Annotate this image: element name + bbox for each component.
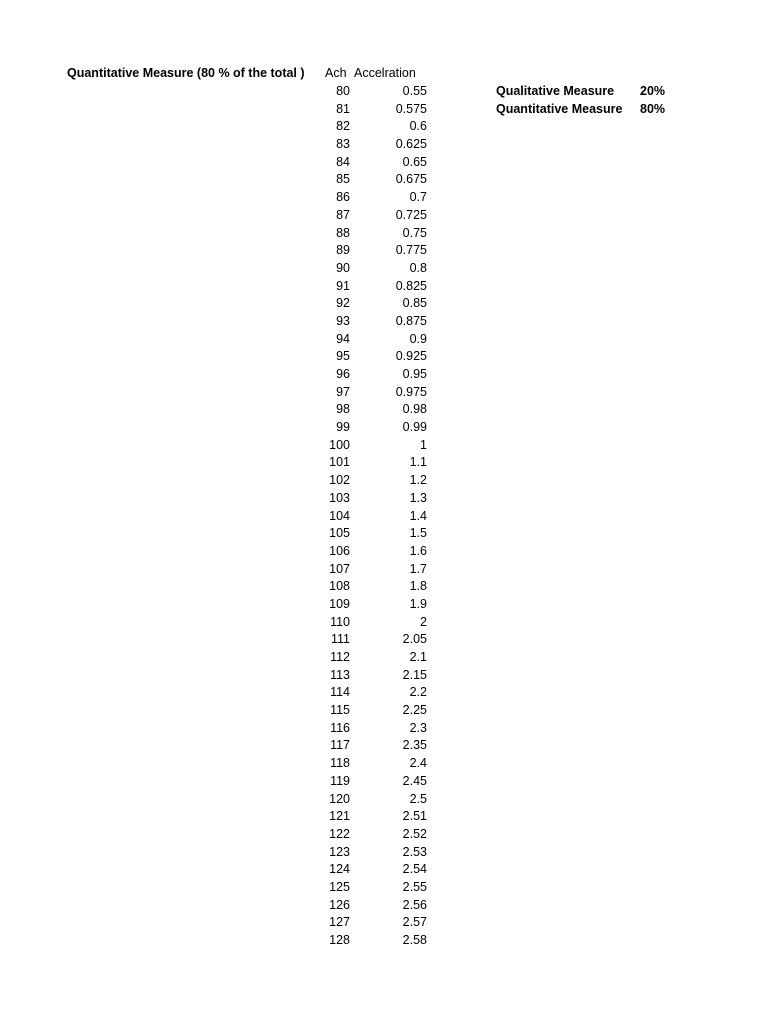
column-header-ach: Ach <box>325 66 347 80</box>
acceleration-cell: 2 <box>420 614 427 629</box>
acceleration-cell: 2.05 <box>402 632 427 647</box>
ach-cell: 125 <box>329 879 350 894</box>
ach-cell: 122 <box>329 826 350 841</box>
acceleration-cell: 0.95 <box>402 367 427 381</box>
acceleration-cell: 2.4 <box>409 756 427 771</box>
ach-cell: 113 <box>330 667 350 682</box>
table-row <box>300 561 440 579</box>
ach-cell: 112 <box>330 650 350 664</box>
acceleration-cell: 0.75 <box>402 225 427 240</box>
table-row <box>300 596 440 614</box>
ach-cell: 89 <box>336 243 350 258</box>
table-row <box>300 861 440 879</box>
ach-cell: 123 <box>329 844 350 859</box>
acceleration-cell: 0.625 <box>395 137 427 152</box>
table-row <box>300 737 440 755</box>
table-row <box>300 826 440 844</box>
ach-cell: 102 <box>329 473 350 488</box>
ach-cell: 101 <box>329 455 350 470</box>
ach-cell: 83 <box>336 137 350 152</box>
acceleration-cell: 0.575 <box>395 101 427 116</box>
acceleration-cell: 2.56 <box>402 897 427 912</box>
ach-cell: 98 <box>336 402 350 417</box>
weight-value: 20% <box>640 84 666 98</box>
acceleration-cell: 0.675 <box>395 172 427 187</box>
ach-cell: 121 <box>329 809 350 824</box>
table-row <box>300 543 440 561</box>
table-row <box>300 614 440 632</box>
table-row <box>300 331 440 349</box>
weight-label: Quantitative Measure <box>496 101 623 116</box>
table-row <box>300 207 440 225</box>
acceleration-cell: 0.775 <box>395 243 427 258</box>
table-row <box>300 454 440 472</box>
table-row <box>300 667 440 685</box>
ach-cell: 117 <box>330 738 350 753</box>
acceleration-cell: 0.925 <box>395 349 427 364</box>
ach-cell: 96 <box>336 367 350 381</box>
acceleration-cell: 1.8 <box>409 579 427 594</box>
table-row <box>300 437 440 455</box>
acceleration-cell: 0.65 <box>402 154 427 169</box>
acceleration-cell: 1.7 <box>409 561 427 576</box>
ach-cell: 92 <box>336 296 350 311</box>
ach-cell: 115 <box>330 703 350 718</box>
acceleration-cell: 0.7 <box>409 190 427 205</box>
acceleration-cell: 2.51 <box>402 809 427 824</box>
ach-cell: 95 <box>336 349 350 364</box>
acceleration-cell: 1.9 <box>409 596 427 611</box>
table-row <box>300 914 440 932</box>
acceleration-cell: 0.875 <box>395 313 427 328</box>
ach-cell: 104 <box>329 508 350 523</box>
table-row <box>300 384 440 402</box>
table-row <box>300 702 440 720</box>
acceleration-cell: 2.52 <box>402 826 427 841</box>
acceleration-cell: 0.9 <box>409 331 427 346</box>
acceleration-cell: 1.6 <box>409 543 427 558</box>
ach-cell: 118 <box>330 756 350 771</box>
weight-label: Qualitative Measure <box>496 84 615 98</box>
acceleration-cell: 0.55 <box>402 84 427 98</box>
acceleration-cell: 1.4 <box>409 508 427 523</box>
acceleration-cell: 2.55 <box>402 879 427 894</box>
ach-cell: 111 <box>330 632 350 647</box>
acceleration-cell: 1.2 <box>409 473 427 488</box>
weight-row <box>496 101 676 119</box>
table-row <box>300 401 440 419</box>
table-row <box>300 118 440 136</box>
ach-cell: 86 <box>336 190 350 205</box>
ach-cell: 94 <box>336 331 350 346</box>
table-row <box>300 189 440 207</box>
ach-cell: 120 <box>329 791 350 806</box>
table-row <box>300 83 440 101</box>
ach-cell: 81 <box>336 101 350 116</box>
table-row <box>300 242 440 260</box>
table-row <box>300 755 440 773</box>
ach-cell: 87 <box>336 207 350 222</box>
acceleration-cell: 2.15 <box>402 667 427 682</box>
ach-cell: 100 <box>329 437 350 452</box>
ach-cell: 88 <box>336 225 350 240</box>
acceleration-cell: 0.725 <box>395 207 427 222</box>
acceleration-cell: 1.3 <box>409 490 427 505</box>
table-row <box>300 154 440 172</box>
ach-cell: 97 <box>336 384 350 399</box>
sheet-title: Quantitative Measure (80 % of the total ) <box>67 66 305 80</box>
table-row <box>300 101 440 119</box>
ach-cell: 84 <box>336 154 350 169</box>
ach-cell: 114 <box>330 685 350 700</box>
acceleration-cell: 0.6 <box>409 119 427 134</box>
acceleration-cell: 2.54 <box>402 862 427 877</box>
acceleration-cell: 1.1 <box>409 455 427 470</box>
acceleration-cell: 0.85 <box>402 296 427 311</box>
ach-cell: 99 <box>336 420 350 435</box>
table-row <box>300 260 440 278</box>
table-row <box>300 684 440 702</box>
table-row <box>300 720 440 738</box>
acceleration-cell: 2.35 <box>402 738 427 753</box>
ach-cell: 128 <box>329 933 350 947</box>
ach-cell: 110 <box>330 614 350 629</box>
table-row <box>300 578 440 596</box>
acceleration-cell: 1 <box>420 437 427 452</box>
table-row <box>300 472 440 490</box>
table-row <box>300 419 440 437</box>
ach-cell: 126 <box>329 897 350 912</box>
ach-cell: 106 <box>329 543 350 558</box>
table-row <box>300 366 440 384</box>
acceleration-cell: 2.45 <box>402 773 427 788</box>
column-header-acceleration: Accelration <box>354 66 416 80</box>
weights-table <box>496 83 676 118</box>
acceleration-cell: 0.99 <box>402 420 427 435</box>
table-row <box>300 808 440 826</box>
ach-cell: 90 <box>336 260 350 275</box>
acceleration-cell: 2.5 <box>409 791 427 806</box>
weight-row <box>496 83 676 101</box>
ach-cell: 103 <box>329 490 350 505</box>
ach-cell: 119 <box>330 773 350 788</box>
ach-cell: 107 <box>329 561 350 576</box>
table-row <box>300 649 440 667</box>
acceleration-cell: 0.825 <box>395 278 427 293</box>
ach-cell: 108 <box>329 579 350 594</box>
table-row <box>300 225 440 243</box>
acceleration-cell: 2.57 <box>402 915 427 930</box>
table-row <box>300 897 440 915</box>
ach-cell: 91 <box>336 278 350 293</box>
acceleration-cell: 2.3 <box>409 720 427 735</box>
ach-cell: 80 <box>336 84 350 98</box>
table-row <box>300 348 440 366</box>
table-row <box>300 136 440 154</box>
table-row <box>300 791 440 809</box>
acceleration-cell: 2.2 <box>409 685 427 700</box>
acceleration-cell: 2.58 <box>402 933 427 947</box>
table-row <box>300 773 440 791</box>
table-row <box>300 844 440 862</box>
table-row <box>300 171 440 189</box>
table-row <box>300 932 440 950</box>
table-row <box>300 631 440 649</box>
ach-cell: 82 <box>336 119 350 134</box>
acceleration-cell: 2.53 <box>402 844 427 859</box>
acceleration-cell: 2.1 <box>409 650 427 664</box>
ach-cell: 85 <box>336 172 350 187</box>
acceleration-cell: 0.8 <box>409 260 427 275</box>
table-row <box>300 295 440 313</box>
table-row <box>300 508 440 526</box>
ach-cell: 124 <box>329 862 350 877</box>
table-row <box>300 525 440 543</box>
weight-value: 80% <box>640 101 666 116</box>
ach-cell: 109 <box>329 596 350 611</box>
table-row <box>300 313 440 331</box>
ach-cell: 105 <box>329 526 350 541</box>
acceleration-cell: 2.25 <box>402 703 427 718</box>
ach-cell: 93 <box>336 313 350 328</box>
acceleration-cell: 0.975 <box>395 384 427 399</box>
ach-cell: 116 <box>330 720 350 735</box>
acceleration-table <box>300 83 440 950</box>
table-row <box>300 879 440 897</box>
acceleration-cell: 1.5 <box>409 526 427 541</box>
table-row <box>300 278 440 296</box>
acceleration-cell: 0.98 <box>402 402 427 417</box>
ach-cell: 127 <box>329 915 350 930</box>
table-row <box>300 490 440 508</box>
